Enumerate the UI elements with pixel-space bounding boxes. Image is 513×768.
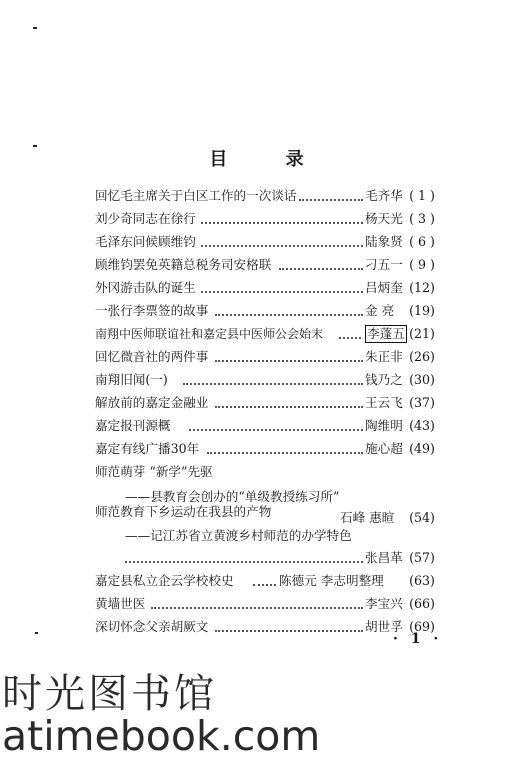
toc-entry (95, 439, 440, 459)
entry-page: (12) (409, 280, 435, 295)
entry-page: (54) (409, 510, 435, 525)
entry-author: 金 亮 (365, 303, 395, 318)
entry-title: 师范教育下乡运动在我县的产物 (95, 504, 272, 519)
leader-dots (253, 584, 276, 586)
toc-entry (95, 617, 440, 637)
entry-author: 吕炳奎 (365, 280, 403, 295)
entry-title: 刘少奇同志在徐行 (95, 211, 196, 226)
entry-subtitle: ——记江苏省立黄渡乡村师范的办学特色 (125, 528, 352, 543)
toc-entry (95, 347, 440, 367)
margin-mark (35, 632, 38, 634)
toc-title: 目 录 (209, 149, 330, 170)
leader-dots (215, 314, 363, 316)
entry-page: (21) (409, 326, 435, 341)
leader-dots (215, 360, 363, 362)
entry-page: (66) (409, 596, 435, 611)
leader-dots (339, 337, 361, 339)
leader-dots (183, 383, 363, 385)
entry-subtitle: ——县教育会创办的“单级教授练习所” (125, 489, 340, 504)
toc-entry (95, 278, 440, 298)
toc-entry (95, 232, 440, 252)
entry-page: (19) (409, 303, 435, 318)
entry-page: (37) (409, 395, 435, 410)
entry-title: 外冈游击队的诞生 (95, 280, 196, 295)
watermark-url: atimebook.com (2, 712, 321, 760)
entry-title: 一张行李票签的故事 (95, 303, 209, 318)
entry-author: 朱正非 (365, 349, 403, 364)
toc-entry (95, 416, 440, 436)
page-number: · 1 · (393, 631, 443, 647)
entry-author: 陆象贤 (365, 234, 403, 249)
leader-dots (151, 607, 363, 609)
toc-entry (95, 571, 440, 591)
entry-author: 李蓬五 (367, 326, 405, 341)
toc-entry (95, 370, 440, 390)
entry-page: (49) (409, 441, 435, 456)
entry-title: 师范萌芽 “新学”先驱 (95, 464, 213, 479)
entry-title: 南翔中医师联谊社和嘉定县中医师公会始末 (95, 327, 324, 341)
entry-author: 刁五一 (365, 257, 403, 272)
entry-author: 施心超 (365, 441, 403, 456)
leader-dots (299, 199, 363, 201)
entry-page: (57) (409, 550, 435, 565)
leader-dots (215, 406, 363, 408)
leader-dots (201, 222, 363, 224)
leader-dots (207, 452, 363, 454)
entry-title: 南翔旧闻(一) (95, 372, 168, 387)
entry-title: 嘉定县私立企云学校校史 (95, 573, 234, 588)
entry-page: (69) (409, 619, 435, 634)
entry-title: 嘉定报刊源概 (95, 418, 171, 433)
entry-page: ( 9 ) (409, 257, 435, 272)
toc-entry (95, 186, 440, 206)
entry-title: 顾维钧罢免英籍总税务司安格联 (95, 257, 272, 272)
toc-entry (95, 301, 440, 321)
entry-page: (26) (409, 349, 435, 364)
leader-dots (279, 268, 363, 270)
entry-author: 陶维明 (365, 418, 403, 433)
leader-dots (125, 561, 363, 563)
entry-page: (43) (409, 418, 435, 433)
entry-author: 毛齐华 (365, 188, 403, 203)
entry-author: 杨天光 (365, 211, 403, 226)
toc-entry (95, 502, 440, 522)
toc-entry (95, 209, 440, 229)
entry-title: 回忆微音社的两件事 (95, 349, 209, 364)
entry-page: (30) (409, 372, 435, 387)
entry-page: ( 3 ) (409, 211, 435, 226)
toc-entry (95, 462, 440, 482)
entry-title: 嘉定有线广播30年 (95, 441, 200, 456)
toc-entry (95, 255, 440, 275)
entry-author: 钱乃之 (365, 372, 403, 387)
entry-title: 解放前的嘉定金融业 (95, 395, 209, 410)
entry-page: (63) (409, 573, 435, 588)
toc-entry (95, 393, 440, 413)
entry-title: 深切怀念父亲胡厥文 (95, 619, 209, 634)
entry-title: 毛泽东问候顾维钧 (95, 234, 196, 249)
entry-author: 陈德元 李志明整理 (279, 573, 384, 588)
entry-author: 张昌革 (365, 550, 403, 565)
leader-dots (201, 291, 363, 293)
leader-dots (215, 630, 363, 632)
watermark-cn: 时光图书馆 (2, 671, 217, 717)
toc-entry (95, 594, 440, 614)
toc-entry (95, 324, 440, 344)
entry-author: 王云飞 (365, 395, 403, 410)
entry-author: 胡世孚 (365, 619, 403, 634)
entry-page: ( 6 ) (409, 234, 435, 249)
entry-author: 李宝兴 (365, 596, 403, 611)
leader-dots (189, 429, 363, 431)
entry-page: ( 1 ) (409, 188, 435, 203)
entry-title: 黄墙世医 (95, 596, 146, 611)
toc-entry-continued (95, 548, 440, 568)
margin-mark (33, 27, 37, 29)
entry-title: 回忆毛主席关于白区工作的一次谈话 (95, 188, 297, 203)
leader-dots (201, 245, 363, 247)
entry-author: 石峰 惠暄 (340, 510, 395, 525)
